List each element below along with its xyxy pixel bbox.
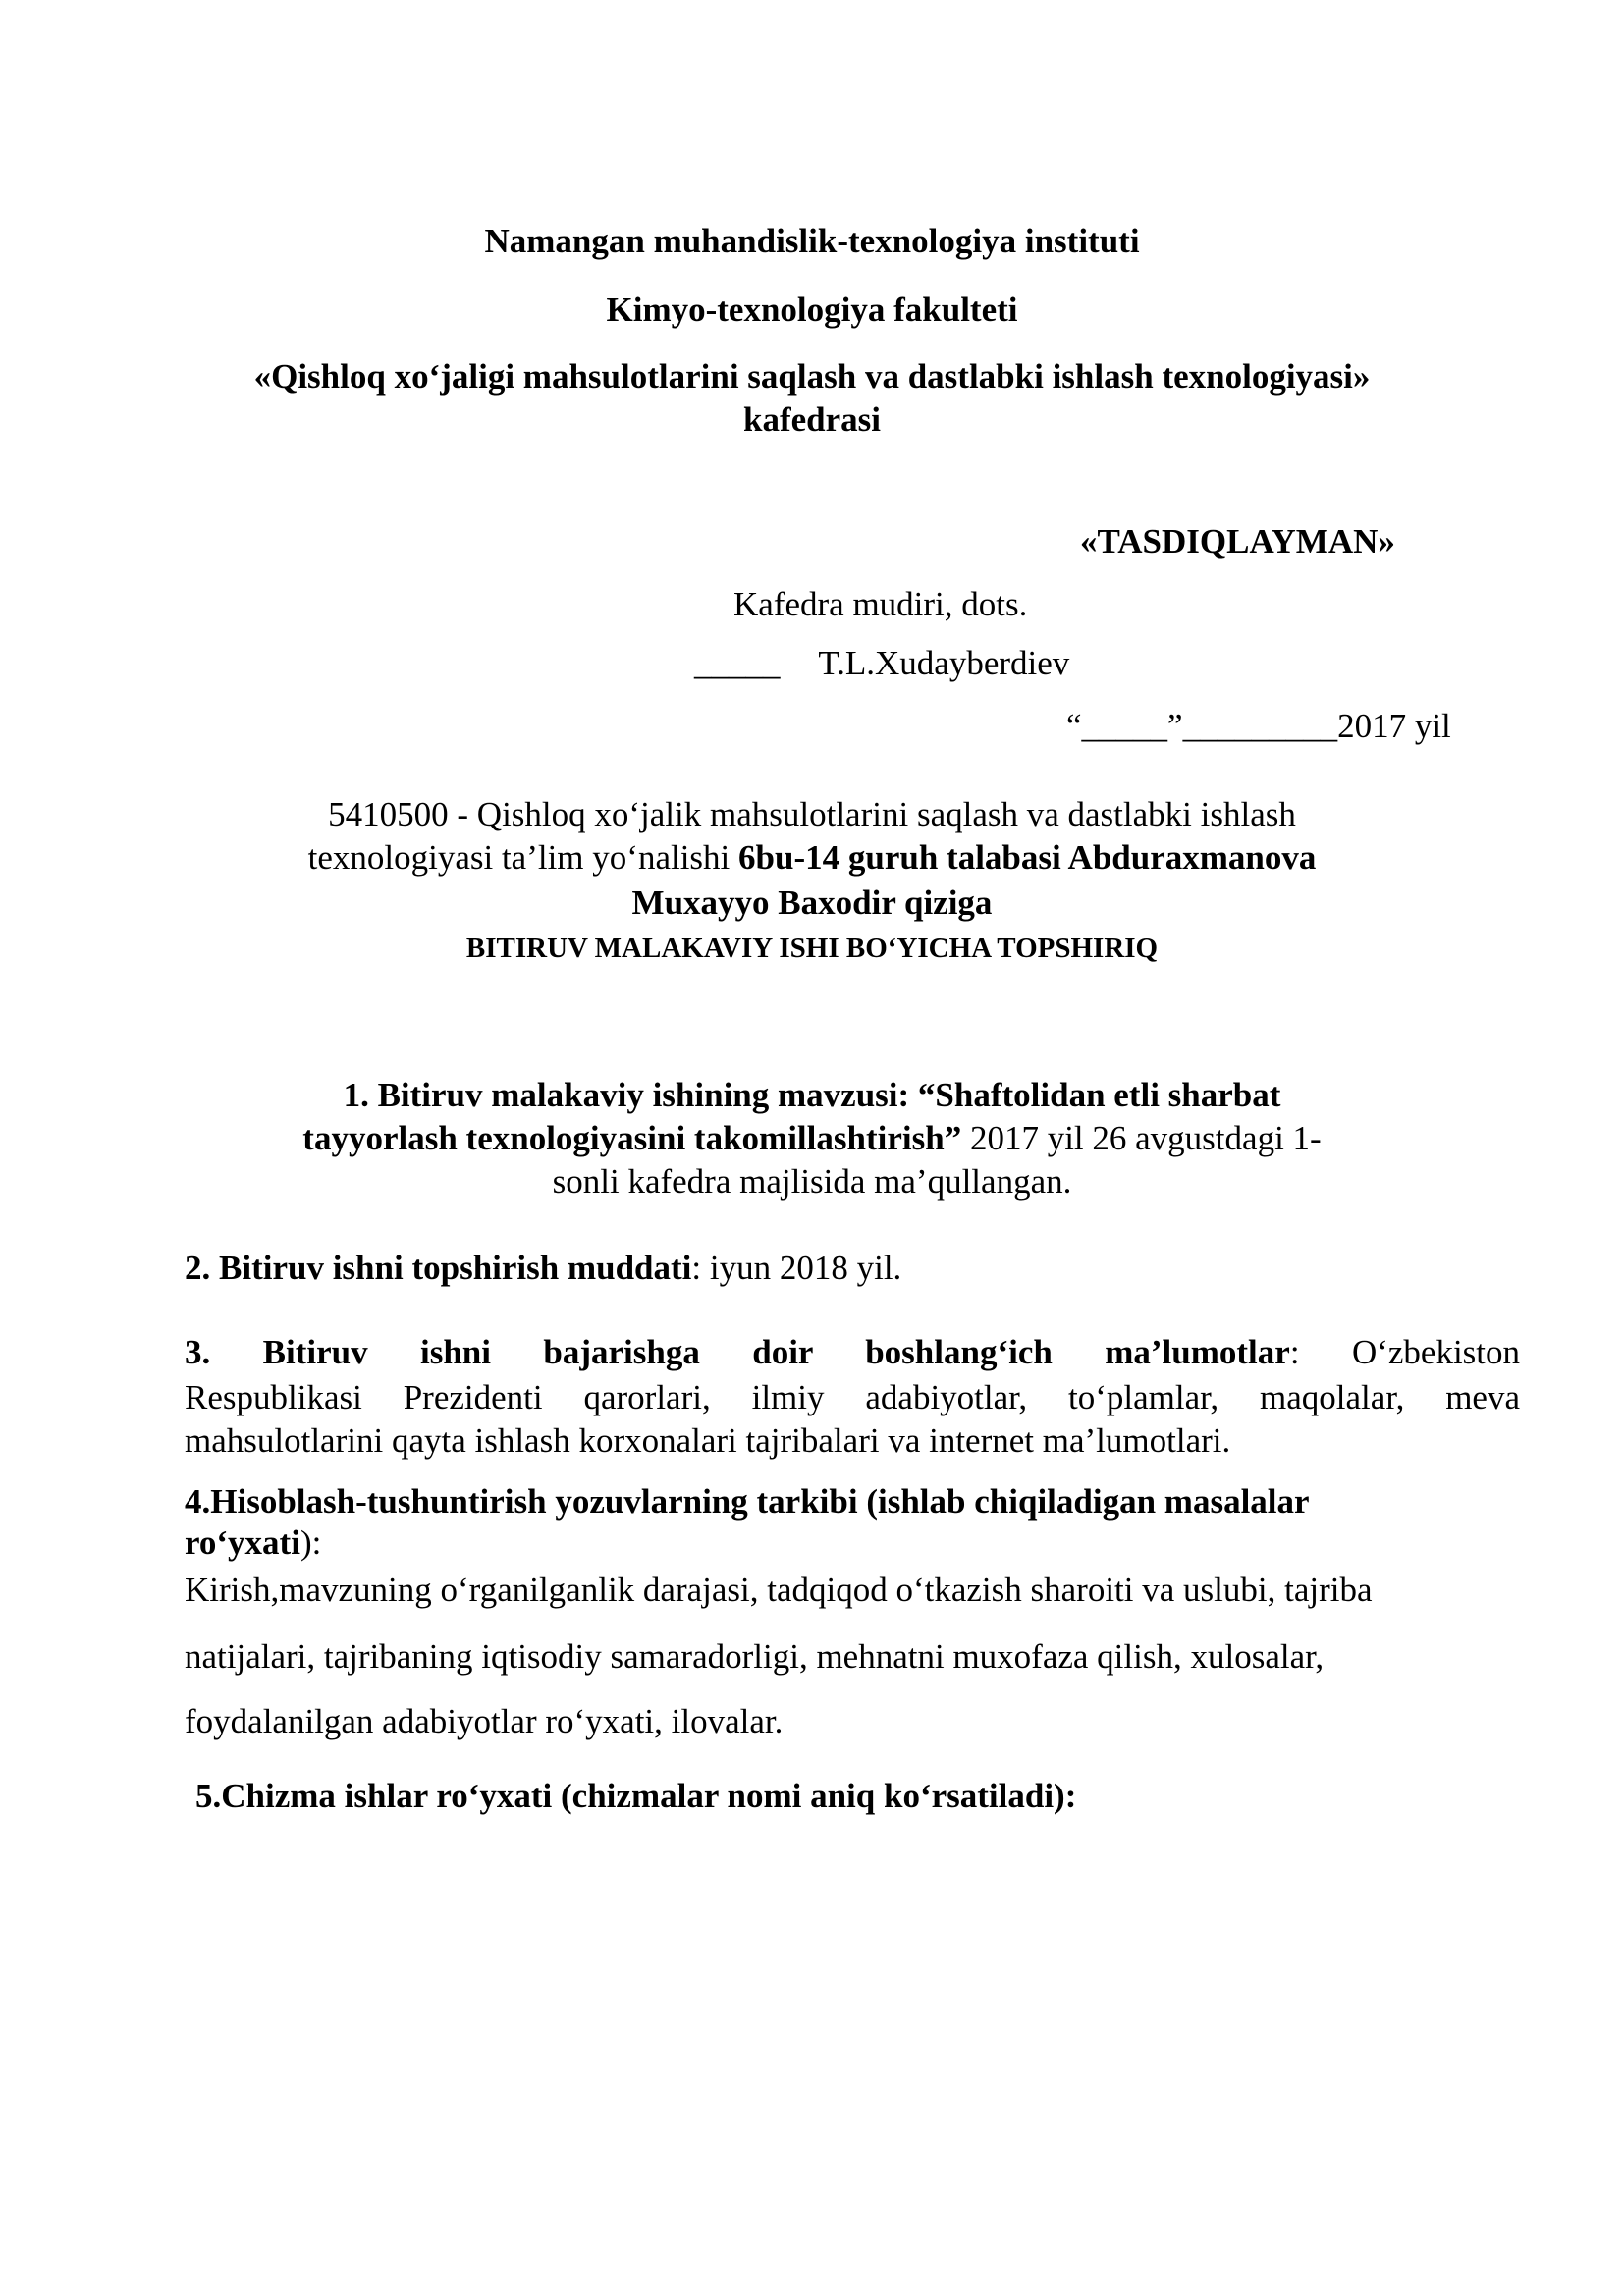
approval-date: “_____”_________2017 yil [1066,707,1451,745]
faculty-name: Kimyo-texnologiya fakulteti [606,291,1018,329]
section2-label: 2. Bitiruv ishni topshirish muddati [185,1249,692,1287]
s3-word: bajarishga [543,1333,700,1371]
s3-word: O‘zbekiston [1351,1333,1521,1371]
section4-line2-normal: ): [299,1523,322,1562]
section1-line3: sonli kafedra majlisida ma’qullangan. [552,1162,1072,1201]
approval-position: Kafedra mudiri, dots. [733,585,1028,623]
s3-word: boshlang‘ich [865,1333,1053,1371]
department-name-line1: «Qishloq xo‘jaligi mahsulotlarini saqlash va dastlabki ishlash texnologiyasi» [253,357,1371,396]
student-group-name: 6bu-14 guruh talabasi Abduraxmanova [738,838,1317,877]
section3-line3: mahsulotlarini qayta ishlash korxonalari tajribalari va internet ma’lumotlari. [185,1421,1231,1460]
department-name-line2: kafedrasi [743,400,881,439]
section2-value: : iyun 2018 yil. [691,1249,902,1287]
student-info-line3: Muxayyo Baxodir qiziga [631,883,993,922]
section3-line1 [185,1331,1520,1374]
s3-word: ma’lumotlar: [1105,1333,1300,1371]
task-title: BITIRUV MALAKAVIY ISHI BO‘YICHA TOPSHIRIQ [465,933,1159,964]
s3-word: ishni [419,1333,491,1371]
section5-heading: 5.Chizma ishlar ro‘yxati (chizmalar nomi aniq ko‘rsatiladi): [195,1777,1077,1815]
student-info-line2-text: texnologiyasi ta’lim yo‘nalishi [307,838,739,877]
section4-line4: natijalari, tajribaning iqtisodiy samaradorligi, mehnatni muxofaza qilish, xulosalar, [185,1637,1325,1676]
signature-blank: _____ [694,644,781,682]
section1-line2 [0,1117,1624,1160]
section1-line1: 1. Bitiruv malakaviy ishining mavzusi: “Shaftolidan etli sharbat [343,1076,1281,1114]
approval-signature-line [694,642,1069,685]
institute-name: Namangan muhandislik-texnologiya instituti [484,222,1140,260]
student-info-line2 [0,836,1624,880]
approval-title: «TASDIQLAYMAN» [1080,522,1395,561]
approver-name: T.L.Xudayberdiev [818,644,1070,682]
student-info-line1: 5410500 - Qishloq xo‘jalik mahsulotlarini saqlash va dastlabki ishlash [328,795,1296,833]
section1-topic-end: tayyorlash texnologiyasini takomillashtirish” [302,1119,970,1157]
section4-line3: Kirish,mavzuning o‘rganilganlik darajasi, tadqiqod o‘tkazish sharoiti va uslubi, tajriba [185,1571,1373,1609]
section4-line2 [185,1522,321,1565]
s3-word: doir [752,1333,813,1371]
section2-line [185,1247,901,1290]
section4-line1: 4.Hisoblash-tushuntirish yozuvlarning tarkibi (ishlab chiqiladigan masalalar [185,1482,1310,1521]
s3-word: Bitiruv [262,1333,368,1371]
section4-line5: foydalanilgan adabiyotlar ro‘yxati, ilovalar. [185,1702,784,1740]
section3-line2: Respublikasi Prezidenti qarorlari, ilmiy adabiyotlar, to‘plamlar, maqolalar, meva [185,1378,1520,1416]
section1-date: 2017 yil 26 avgustdagi 1- [969,1119,1322,1157]
section4-line2-bold: ro‘yxati [185,1523,300,1562]
s3-word: 3. [185,1333,211,1371]
